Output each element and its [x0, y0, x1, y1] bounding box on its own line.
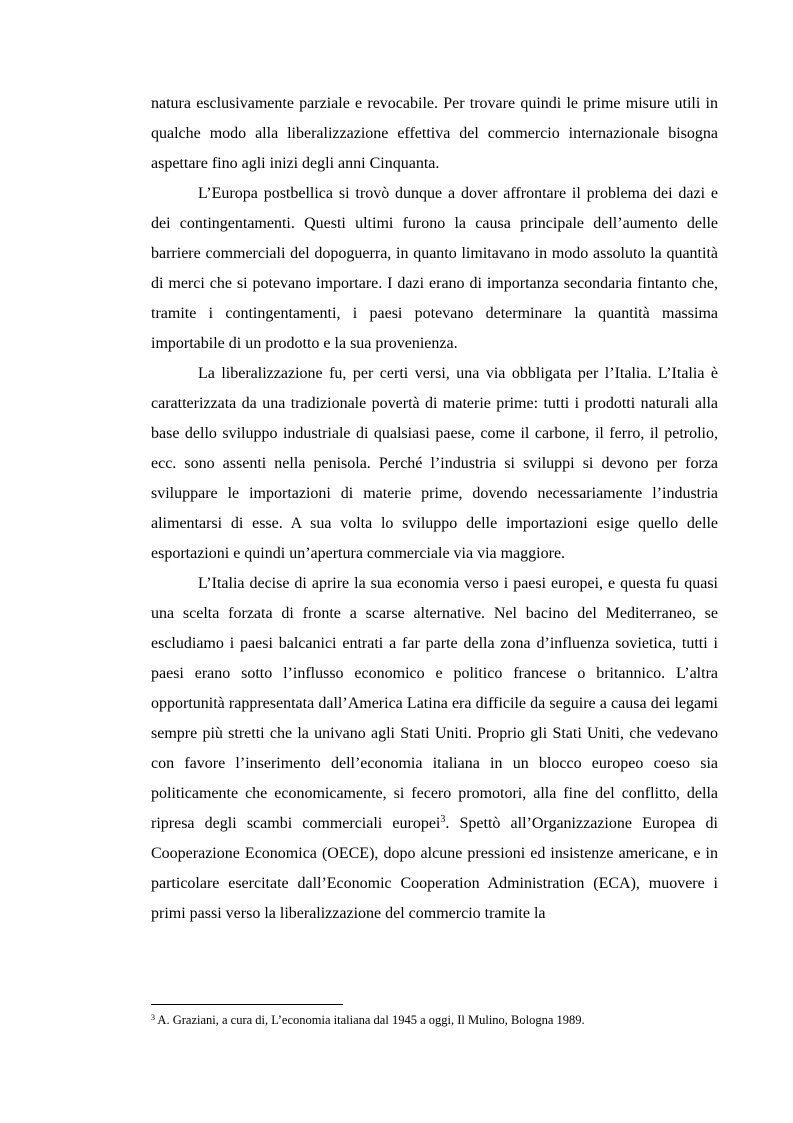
paragraph-1: natura esclusivamente parziale e revocabile. Per trovare quindi le prime misure utili in qualche modo alla liberalizzazione effettiva del commercio internazionale bisogna aspettare fino agli inizi degli anni Cinquanta. [151, 95, 718, 172]
paragraph-3: La liberalizzazione fu, per certi versi, una via obbligata per l’Italia. L’Italia è caratterizzata da una tradizionale povertà di materie prime: tutti i prodotti naturali alla base dello sviluppo industriale di qualsiasi paese, come il carbone, il ferro, il petrolio, ecc. sono assenti nella penisola. Perché l’industria si sviluppi si devono per forza sviluppare le importazioni di materie prime, dovendo necessariamente l’industria alimentarsi di esse. A sua volta lo sviluppo delle importazioni esige quello delle esportazioni e quindi un’apertura commerciale via via maggiore. [151, 365, 718, 562]
page-body [151, 89, 718, 929]
footnote-number: 3 [151, 1013, 155, 1022]
paragraph-4-text-after-note: . Spettò all’Organizzazione Europea di Cooperazione Economica (OECE), dopo alcune pressioni ed insistenze americane, e in particolare esercitate dall’Economic Cooperation Administration (ECA), muovere i primi passi verso la liberalizzazione del commercio tramite la [151, 815, 718, 922]
footnote-text: A. Graziani, a cura di, L’economia italiana dal 1945 a oggi, Il Mulino, Bologna 1989. [155, 1013, 585, 1027]
footnote [151, 1012, 718, 1028]
footnote-reference: 3 [440, 814, 446, 825]
paragraph-4 [151, 569, 718, 929]
paragraph-2: L’Europa postbellica si trovò dunque a dover affrontare il problema dei dazi e dei contingentamenti. Questi ultimi furono la causa principale dell’aumento delle barriere commerciali del dopoguerra, in quanto limitavano in modo assoluto la quantità di merci che si potevano importare. I dazi erano di importanza secondaria fintanto che, tramite i contingentamenti, i paesi potevano determinare la quantità massima importabile di un prodotto e la sua provenienza. [151, 185, 718, 352]
footnote-separator [151, 1004, 343, 1005]
paragraph-4-text-before-note: L’Italia decise di aprire la sua economia verso i paesi europei, e questa fu quasi una scelta forzata di fronte a scarse alternative. Nel bacino del Mediterraneo, se escludiamo i paesi balcanici entrati a far parte della zona d’influenza sovietica, tutti i paesi erano sotto l’influsso economico e politico francese o britannico. L’altra opportunità rappresentata dall’America Latina era difficile da seguire a causa dei legami sempre più stretti che la univano agli Stati Uniti. Proprio gli Stati Uniti, che vedevano con favore l’inserimento dell’economia italiana in un blocco europeo coeso sia politicamente che economicamente, si fecero promotori, alla fine del conflitto, della ripresa degli scambi commerciali europei [151, 575, 718, 832]
